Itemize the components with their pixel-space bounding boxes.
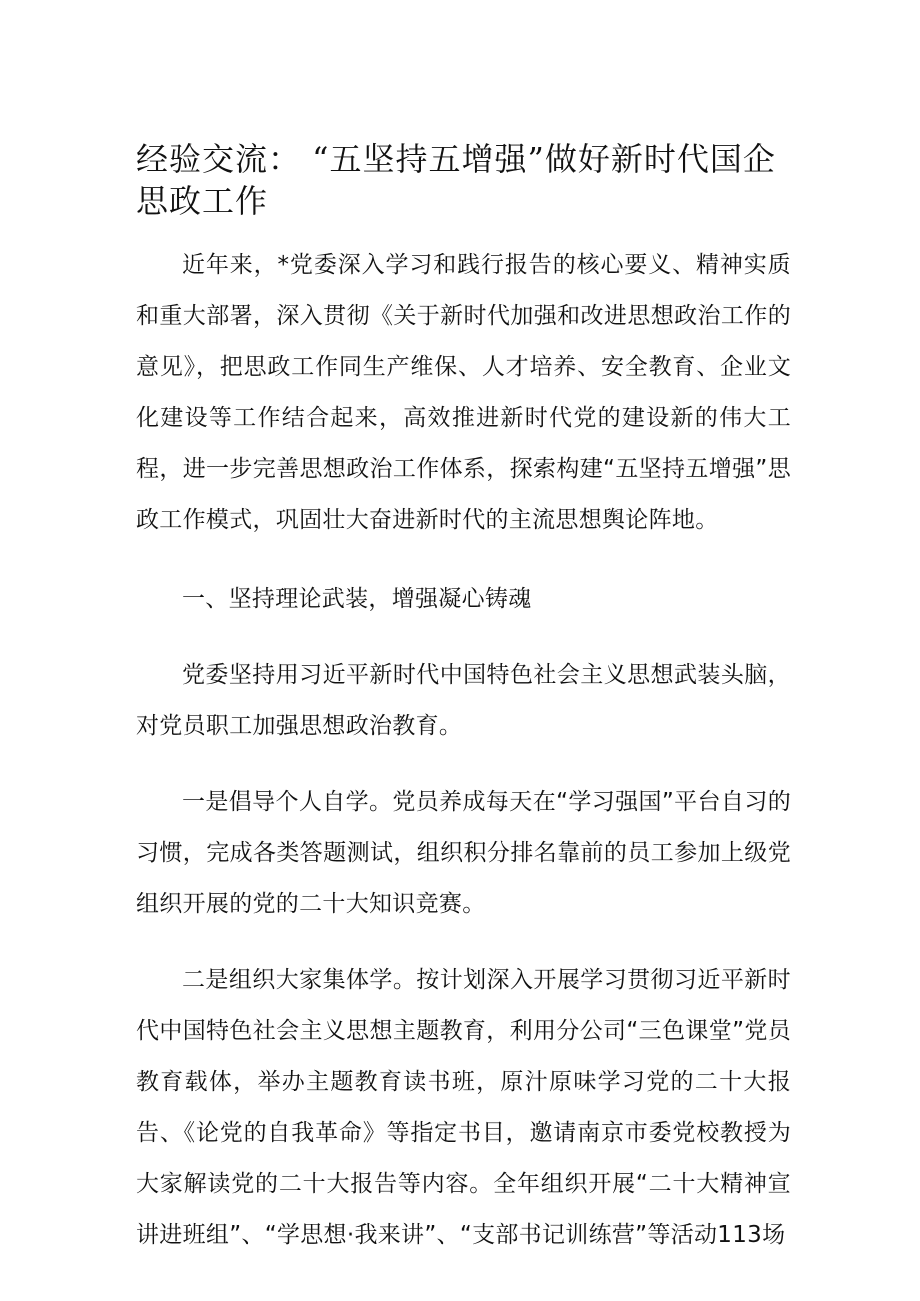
intro-paragraph: 近年来，*党委深入学习和践行报告的核心要义、精神实质和重大部署，深入贯彻《关于新时代加强和改进思想政治工作的意见》，把思政工作同生产维保、人才培养、安全教育、企业文化建设等工作结合起来，高效推进新时代党的建设新的伟大工程，进一步完善思想政治工作体系，探索构建“五坚持五增强”思政工作模式，巩固壮大奋进新时代的主流思想舆论阵地。 <box>136 252 791 533</box>
document-body <box>136 240 791 1261</box>
document-title: 经验交流： “五坚持五增强”做好新时代国企思政工作 <box>136 140 776 220</box>
point-1-paragraph: 一是倡导个人自学。党员养成每天在“学习强国”平台自习的习惯，完成各类答题测试，组织积分排名靠前的员工参加上级党组织开展的党的二十大知识竞赛。 <box>136 789 791 917</box>
section-heading-1: 一、坚持理论武装，增强凝心铸魂 <box>182 586 532 612</box>
point-2-paragraph: 二是组织大家集体学。按计划深入开展学习贯彻习近平新时代中国特色社会主义思想主题教育，利用分公司“三色课堂”党员教育载体，举办主题教育读书班，原汁原味学习党的二十大报告、《论党的自我革命》等指定书目，邀请南京市委党校教授为大家解读党的二十大报告等内容。全年组织开展“二十大精神宣讲进班组”、“学思想·我来讲”、“支部书记训练营”等活动113场 <box>136 967 791 1248</box>
section-1-paragraph: 党委坚持用习近平新时代中国特色社会主义思想武装头脑，对党员职工加强思想政治教育。 <box>136 662 791 739</box>
